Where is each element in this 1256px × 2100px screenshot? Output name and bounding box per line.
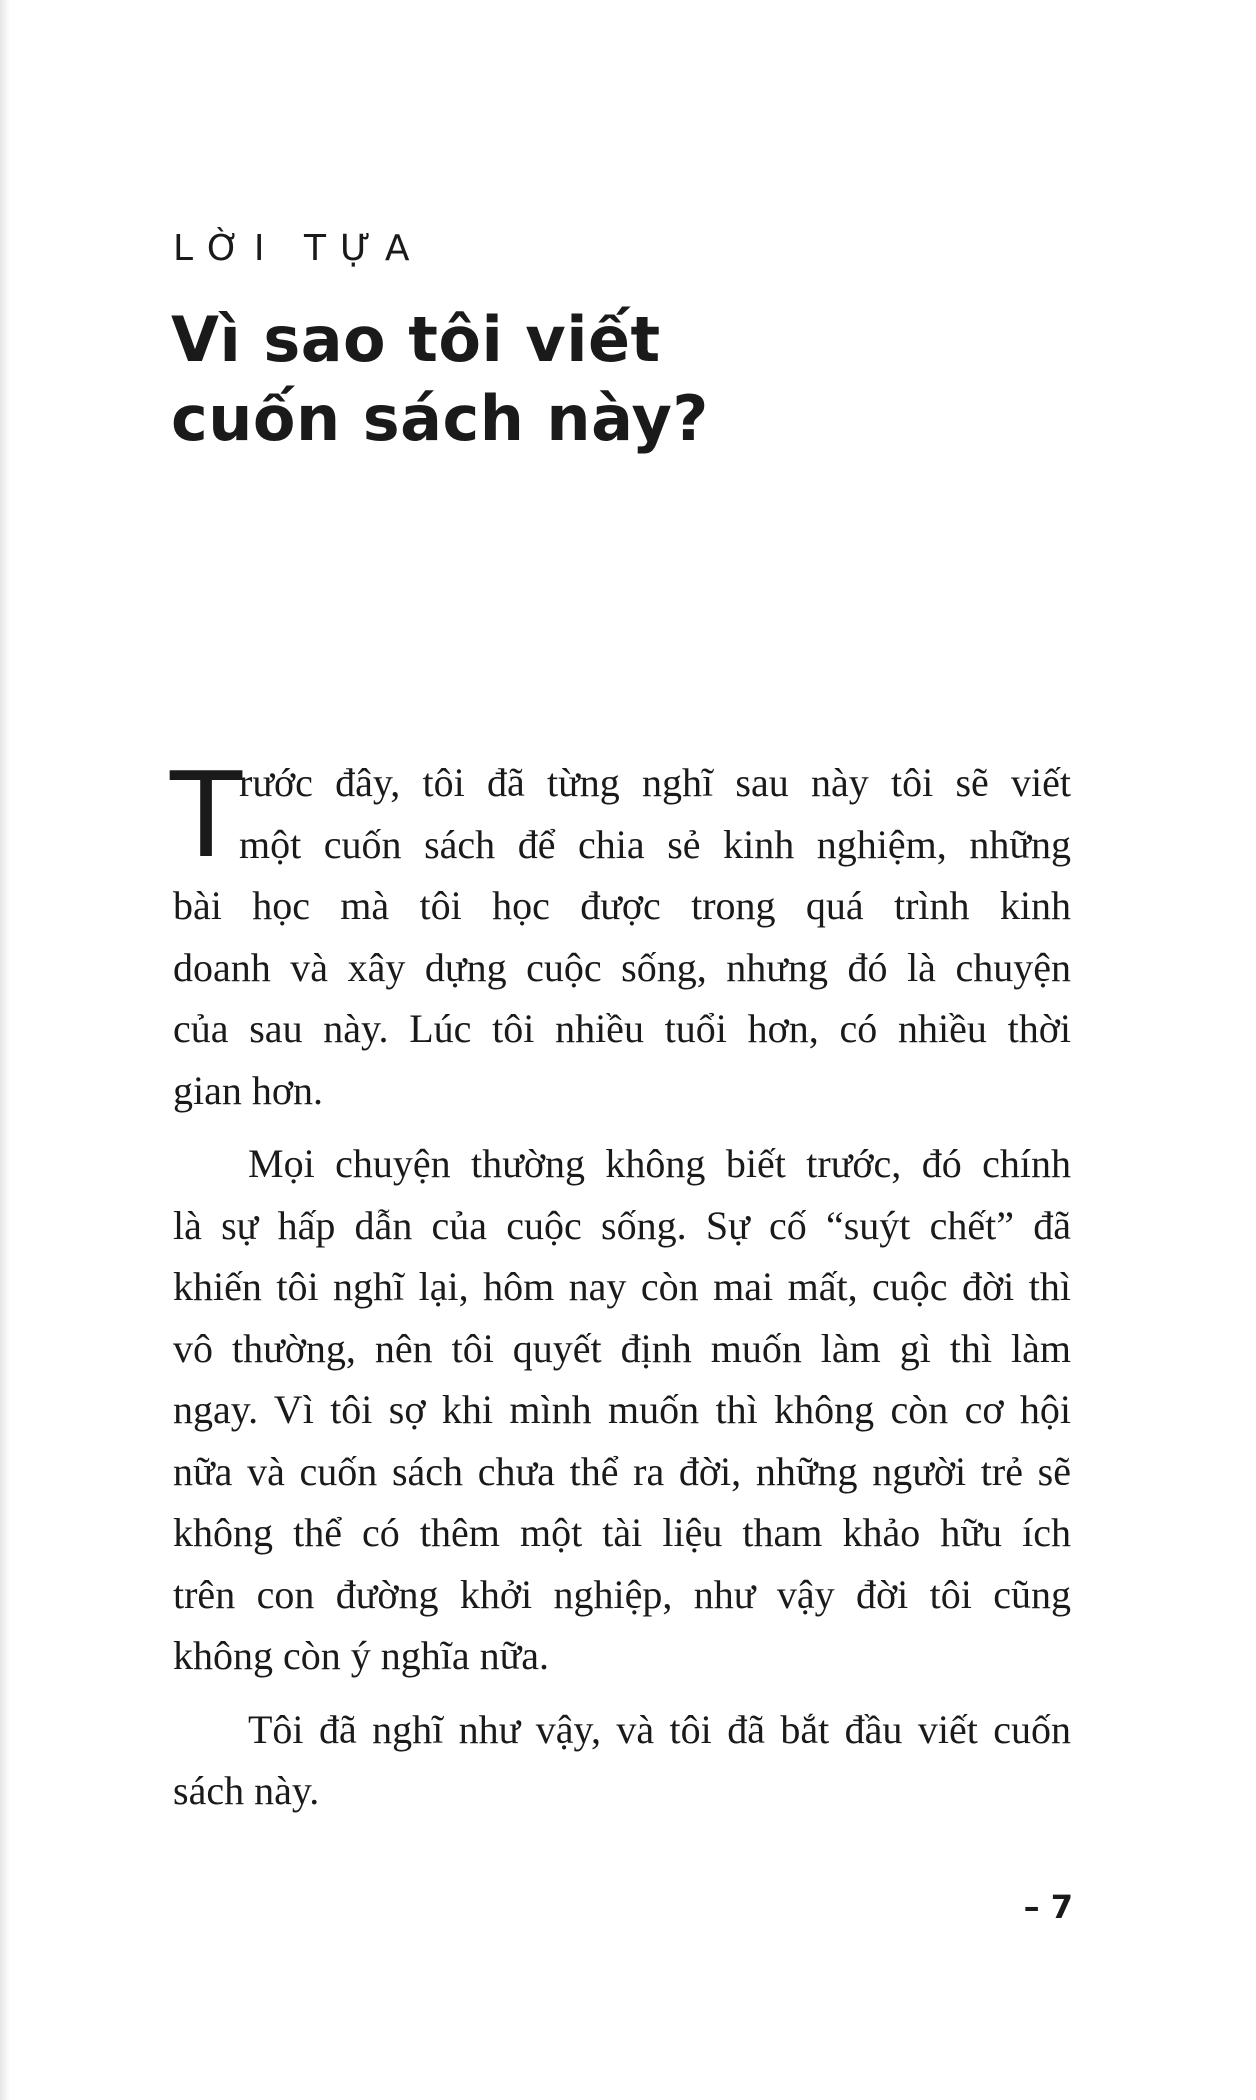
- text-line: gian hơn.: [173, 1067, 324, 1113]
- text-line: doanh và xây dựng cuộc sống, nhưng đó là chuyện: [173, 944, 1071, 990]
- paragraph: [173, 1699, 1071, 1822]
- chapter-title: [171, 300, 1071, 458]
- paragraph: [173, 1133, 1071, 1687]
- drop-cap: T: [170, 746, 243, 884]
- text-line: không thể có thêm một tài liệu tham khảo hữu ích: [173, 1510, 1071, 1555]
- text-line: của sau này. Lúc tôi nhiều tuổi hơn, có nhiều thời: [173, 1006, 1071, 1051]
- text-line: một cuốn sách để chia sẻ kinh nghiệm, những: [239, 821, 1071, 867]
- text-line: rước đây, tôi đã từng nghĩ sau này tôi sẽ viết: [239, 760, 1071, 805]
- text-line: là sự hấp dẫn của cuộc sống. Sự cố “suýt chết” đã: [173, 1202, 1071, 1248]
- text-line: Mọi chuyện thường không biết trước, đó chính: [248, 1141, 1071, 1186]
- text-line: vô thường, nên tôi quyết định muốn làm gì thì làm: [173, 1325, 1071, 1371]
- body-text: [170, 746, 1071, 1834]
- text-line: ngay. Vì tôi sợ khi mình muốn thì không còn cơ hội: [173, 1387, 1071, 1432]
- text-line: bài học mà tôi học được trong quá trình kinh: [173, 883, 1071, 928]
- text-line: trên con đường khởi nghiệp, như vậy đời tôi cũng: [173, 1571, 1071, 1617]
- page-edge: [0, 0, 10, 2100]
- text-line: nữa và cuốn sách chưa thể ra đời, những người trẻ sẽ: [173, 1448, 1071, 1494]
- text-line: khiến tôi nghĩ lại, hôm nay còn mai mất, cuộc đời thì: [173, 1264, 1071, 1309]
- text-line: sách này.: [173, 1768, 320, 1813]
- chapter-title-line: Vì sao tôi viết: [171, 303, 661, 376]
- chapter-title-line: cuốn sách này?: [171, 382, 709, 455]
- text-line: không còn ý nghĩa nữa.: [173, 1633, 550, 1678]
- text-line: Tôi đã nghĩ như vậy, và tôi đã bắt đầu viết cuốn: [248, 1706, 1071, 1752]
- chapter-kicker: LỜI TỰA: [173, 228, 424, 269]
- page-number: – 7: [1023, 1888, 1073, 1926]
- paragraph: [170, 746, 1071, 1121]
